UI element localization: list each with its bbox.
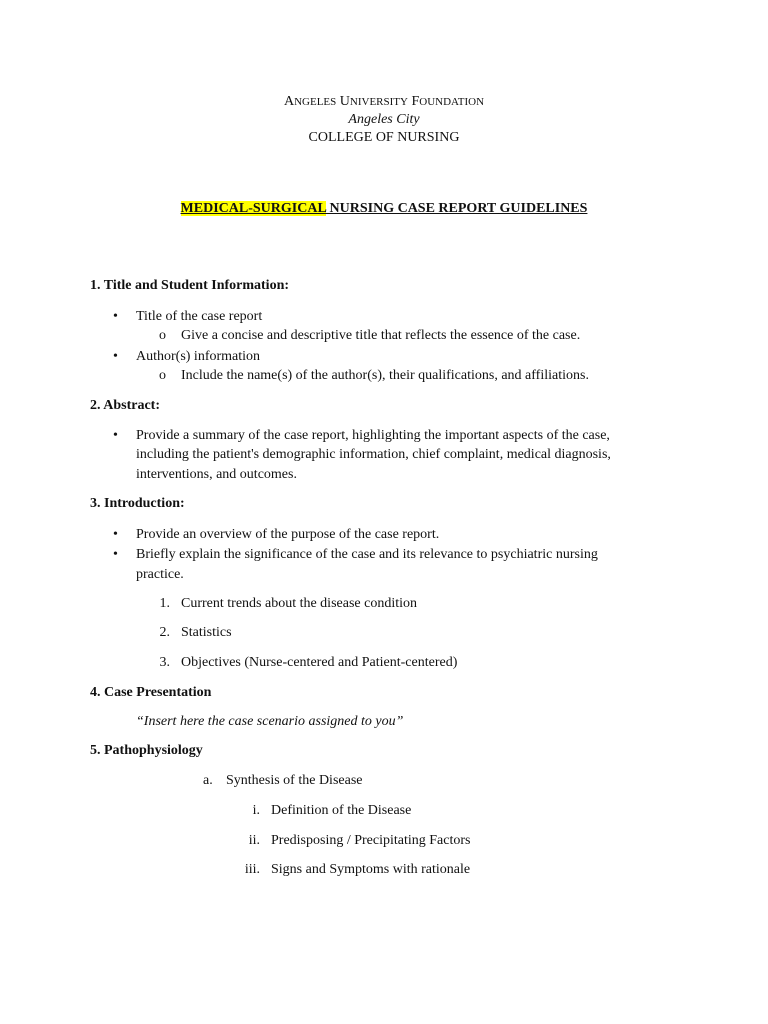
numbered-item: Objectives (Nurse-centered and Patient-centered)	[181, 655, 458, 670]
bullet-icon: •	[113, 309, 118, 324]
bullet-icon: •	[113, 547, 118, 562]
sub-bullet-icon: o	[159, 368, 166, 383]
lettered-item: Synthesis of the Disease	[226, 773, 363, 788]
college-line: COLLEGE OF NURSING	[308, 130, 460, 145]
s2-bullet1-line3: interventions, and outcomes.	[136, 467, 297, 482]
s3-bullet2-line2: practice.	[136, 567, 184, 582]
title-rest: NURSING CASE REPORT GUIDELINES	[326, 201, 588, 216]
s3-bullet1: Provide an overview of the purpose of the case report.	[136, 527, 440, 542]
numbered-item-marker: 1.	[159, 596, 170, 611]
section-4-heading: 4. Case Presentation	[90, 685, 212, 700]
sub-bullet-icon: o	[159, 328, 166, 343]
city-line: Angeles City	[348, 112, 420, 127]
university-word3-rest: OUNDATION	[419, 96, 485, 108]
university-word3-cap: F	[411, 94, 420, 109]
s1-bullet2-sub: Include the name(s) of the author(s), their qualifications, and affiliations.	[181, 368, 589, 383]
roman-item-marker: i.	[252, 803, 260, 818]
s1-bullet1: Title of the case report	[136, 309, 263, 324]
s1-bullet2: Author(s) information	[136, 349, 261, 364]
s3-bullet2-line1: Briefly explain the significance of the case and its relevance to psychiatric nursing	[136, 547, 598, 562]
numbered-item-marker: 3.	[159, 655, 170, 670]
section-1-heading: 1. Title and Student Information:	[90, 278, 290, 293]
roman-item: Predisposing / Precipitating Factors	[271, 833, 471, 848]
bullet-icon: •	[113, 428, 118, 443]
case-scenario-note: “Insert here the case scenario assigned to you”	[136, 714, 404, 729]
numbered-item-marker: 2.	[159, 625, 170, 640]
section-2-heading: 2. Abstract:	[90, 398, 160, 413]
roman-item-marker: iii.	[244, 862, 260, 877]
roman-item: Definition of the Disease	[271, 803, 412, 818]
lettered-item-marker: a.	[203, 773, 213, 788]
university-word2-rest: NIVERSITY	[349, 96, 408, 108]
numbered-item: Statistics	[181, 625, 232, 640]
document-title	[0, 200, 768, 218]
title-highlighted-part: MEDICAL-SURGICAL	[180, 201, 327, 216]
roman-item-marker: ii.	[248, 833, 260, 848]
university-word2-cap: U	[339, 94, 350, 109]
s1-bullet1-sub: Give a concise and descriptive title that reflects the essence of the case.	[181, 328, 581, 343]
bullet-icon: •	[113, 349, 118, 364]
section-3-heading: 3. Introduction:	[90, 496, 185, 511]
university-word1-rest: NGELES	[294, 96, 337, 108]
university-name	[0, 93, 768, 111]
roman-item: Signs and Symptoms with rationale	[271, 862, 471, 877]
bullet-icon: •	[113, 527, 118, 542]
s2-bullet1-line2: including the patient's demographic information, chief complaint, medical diagnosis,	[136, 447, 611, 462]
s2-bullet1-line1: Provide a summary of the case report, highlighting the important aspects of the case,	[136, 428, 610, 443]
section-5-heading: 5. Pathophysiology	[90, 743, 203, 758]
university-word1-cap: A	[283, 94, 295, 109]
numbered-item: Current trends about the disease condition	[181, 596, 417, 611]
